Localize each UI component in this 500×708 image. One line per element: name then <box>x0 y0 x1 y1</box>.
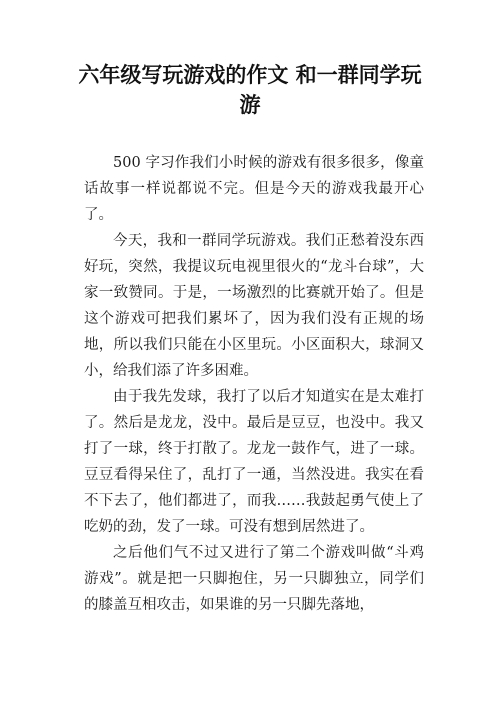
document-title: 六年级写玩游戏的作文 和一群同学玩游 <box>78 63 422 117</box>
paragraph-3: 由于我先发球，我打了以后才知道实在是太难打了。然后是龙龙，没中。最后是豆豆，也没中。我又打了一球，终于打散了。龙龙一鼓作气，进了一球。豆豆看得呆住了，乱打了一通，当然没进。我实在看不下去了，他们都进了，而我……我鼓起勇气使上了吃奶的劲，发了一球。可没有想到居然进了。 <box>84 389 424 535</box>
paragraph-1: 500 字习作我们小时候的游戏有很多很多，像童话故事一样说都说不完。但是今天的游戏我最开心了。 <box>84 155 424 223</box>
document-body <box>84 150 424 618</box>
paragraph-4: 之后他们气不过又进行了第二个游戏叫做“斗鸡游戏”。就是把一只脚抱住，另一只脚独立，同学们的膝盖互相攻击，如果谁的另一只脚先落地， <box>84 545 424 613</box>
paragraph-2: 今天，我和一群同学玩游戏。我们正愁着没东西好玩，突然，我提议玩电视里很火的“龙斗台球”，大家一致赞同。于是，一场激烈的比赛就开始了。但是这个游戏可把我们累坏了，因为我们没有正规的场地，所以我们只能在小区里玩。小区面积大，球洞又小，给我们添了许多困难。 <box>84 233 424 379</box>
